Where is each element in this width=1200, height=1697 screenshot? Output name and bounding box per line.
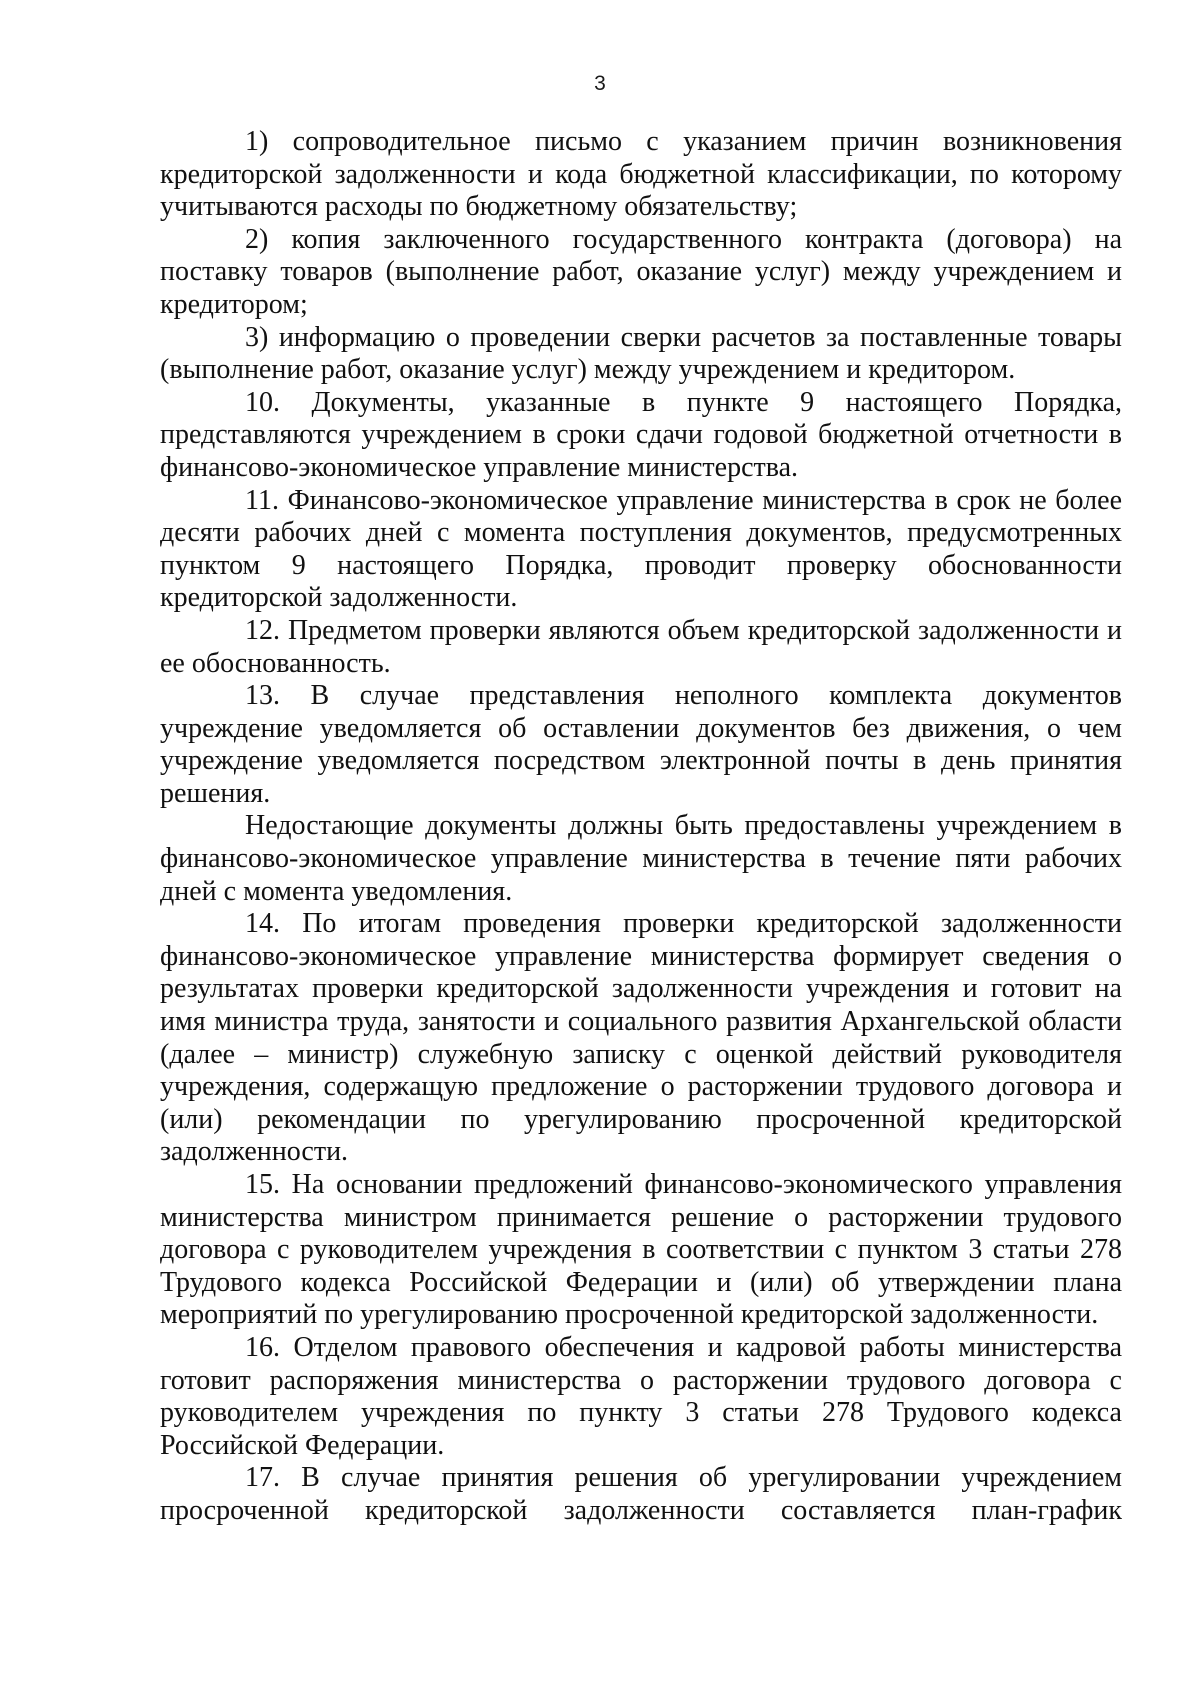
paragraph-11: 11. Финансово-экономическое управление министерства в срок не более десяти рабочих дней с момента поступления документов, предусмотренных пунктом 9 настоящего Порядка, проводит проверку обоснованности кредиторской задолженности. xyxy=(160,484,1122,614)
paragraph-13: 13. В случае представления неполного комплекта документов учреждение уведомляется об оставлении документов без движения, о чем учреждение уведомляется посредством электронной почты в день принятия решения. xyxy=(160,680,1122,809)
paragraph-item-2: 2) копия заключенного государственного контракта (договора) на поставку товаров (выполнение работ, оказание услуг) между учреждением и кредитором; xyxy=(160,223,1122,320)
paragraph-14: 14. По итогам проведения проверки кредиторской задолженности финансово-экономическое управление министерства формирует сведения о результатах проверки кредиторской задолженности учреждения и готовит на имя министра труда, занятости и социального развития Архангельской области (далее – министр) служебную записку с оценкой действий руководителя учреждения, содержащую предложение о расторжении трудового договора и (или) рекомендации по урегулированию просроченной кредиторской задолженности. xyxy=(160,908,1122,1168)
document-body xyxy=(160,126,1122,1528)
paragraph-item-3: 3) информацию о проведении сверки расчетов за поставленные товары (выполнение работ, оказание услуг) между учреждением и кредитором. xyxy=(160,321,1122,386)
paragraph-13-continued: Недостающие документы должны быть предоставлены учреждением в финансово-экономическое управление министерства в течение пяти рабочих дней с момента уведомления. xyxy=(160,810,1122,907)
paragraph-item-1: 1) сопроводительное письмо с указанием причин возникновения кредиторской задолженности и кода бюджетной классификации, по которому учитываются расходы по бюджетному обязательству; xyxy=(160,126,1122,223)
paragraph-15: 15. На основании предложений финансово-экономического управления министерства министром принимается решение о расторжении трудового договора с руководителем учреждения в соответствии с пунктом 3 статьи 278 Трудового кодекса Российской Федерации и (или) об утверждении плана мероприятий по урегулированию просроченной кредиторской задолженности. xyxy=(160,1169,1122,1331)
paragraph-16: 16. Отделом правового обеспечения и кадровой работы министерства готовит распоряжения министерства о расторжении трудового договора с руководителем учреждения по пункту 3 статьи 278 Трудового кодекса Российской Федерации. xyxy=(160,1331,1122,1461)
paragraph-10: 10. Документы, указанные в пункте 9 настоящего Порядка, представляются учреждением в сроки сдачи годовой бюджетной отчетности в финансово-экономическое управление министерства. xyxy=(160,386,1122,483)
paragraph-17: 17. В случае принятия решения об урегулировании учреждением просроченной кредиторской задолженности составляется план-график xyxy=(160,1462,1122,1526)
page-number: 3 xyxy=(594,72,606,95)
paragraph-12: 12. Предметом проверки являются объем кредиторской задолженности и ее обоснованность. xyxy=(160,614,1122,679)
